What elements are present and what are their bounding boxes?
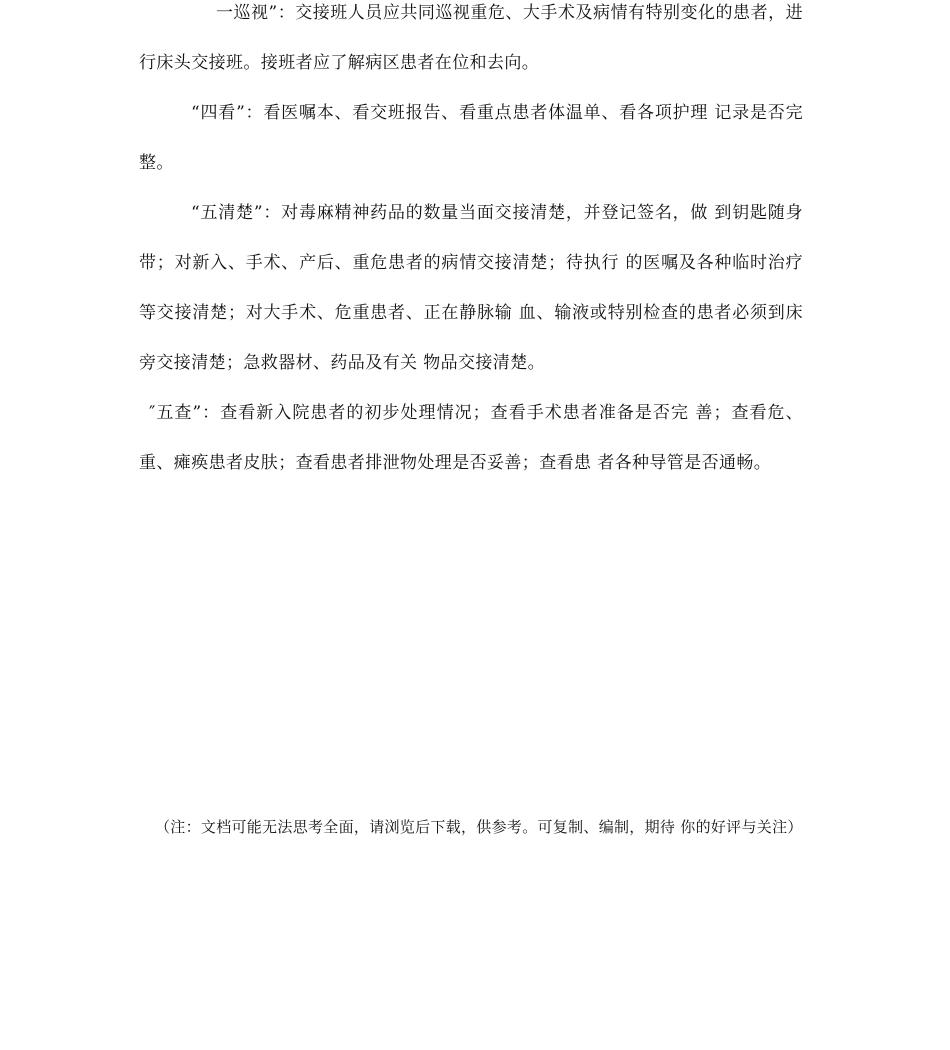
document-body (139, 0, 803, 488)
paragraph-four-checks: “四看”：看医嘱本、看交班报告、看重点患者体温单、看各项护理 记录是否完整。 (139, 103, 803, 173)
paragraph-inspection: 一巡视”：交接班人员应共同巡视重危、大手术及病情有特别变化的患者，进行床头交接班。接班者应了解病区患者在位和去向。 (139, 3, 803, 73)
paragraph-five-inspections: ″五查”：查看新入院患者的初步处理情况；查看手术患者准备是否完 善；查看危、重、瘫痪患者皮肤；查看患者排泄物处理是否妥善；查看患 者各种导管是否通畅。 (139, 403, 803, 473)
paragraph-five-clarities: “五清楚”：对毒麻精神药品的数量当面交接清楚，并登记签名，做 到钥匙随身带；对新入、手术、产后、重危患者的病情交接清楚；待执行 的医嘱及各种临时治疗等交接清楚；对大手术、危重患者、正在静脉输 血、输液或特别检查的患者必须到床旁交接清楚；急救器材、药品及有关 物品交接清楚。 (139, 203, 803, 373)
footer-note: （注：文档可能无法思考全面，请浏览后下载，供参考。可复制、编制，期待 你的好评与关注） (155, 818, 803, 836)
